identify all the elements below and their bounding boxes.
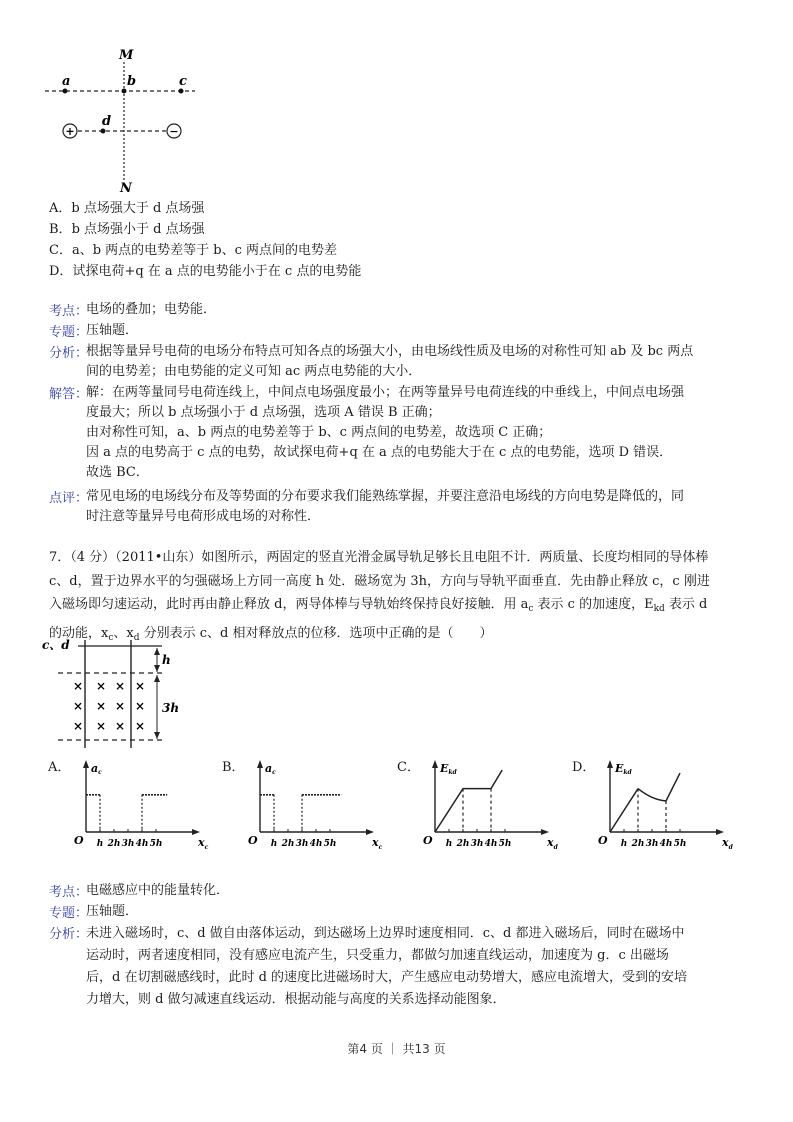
option-key: B． (222, 760, 245, 775)
option-text: a、b 两点的电势差等于 b、c 两点间的电势差 (71, 243, 338, 258)
zhuanti-text (86, 321, 746, 341)
question-line: 7．（4 分）（2011•山东）如图所示，两固定的竖直光滑金属导轨足够长且电阻不计．两质量、长度均相同的导体棒 (49, 550, 709, 565)
graph-curve (638, 789, 666, 801)
option-key: C． (397, 760, 420, 775)
option-d (49, 260, 361, 279)
page-footer: 第4 页 ｜ 共13 页 (347, 1042, 446, 1056)
graph-svg (68, 756, 218, 856)
fenxi-line: 未进入磁场时，c、d 做自由落体运动，到达磁场上边界时速度相同．c、d 都进入磁场后，同时在磁场中 (86, 926, 685, 941)
subscript: c (108, 632, 114, 643)
graph-curve (435, 770, 502, 832)
fenxi-line: 运动时，两者速度相同，没有感应电流产生，只受重力，都做匀加速直线运动，加速度为 g．c 出磁场 (86, 948, 669, 963)
y-axis-arrow-icon (83, 760, 89, 768)
label-b: b (127, 74, 137, 89)
field-cross-icon: × (96, 699, 107, 713)
dianping-label: 点评： (49, 491, 89, 506)
graph-option-c (397, 756, 567, 856)
x-tick-label: 4h (309, 839, 323, 849)
arrow-head (154, 648, 160, 655)
three-h-label: 3h (162, 701, 180, 715)
option-key: A． (48, 760, 71, 775)
x-tick-label: h (96, 839, 104, 849)
origin-label: O (248, 834, 258, 847)
fenxi-line: 后，d 在切割磁感线时，此时 d 的速度比进磁场时大，产生感应电动势增大，感应电流增大，受到的安培 (86, 970, 688, 985)
jieda-text (86, 383, 746, 483)
x-tick-label: 2h (631, 839, 645, 849)
field-cross-icon: × (73, 719, 84, 733)
x-tick-label: 3h (645, 839, 659, 849)
fenxi-text (86, 342, 746, 382)
x-tick-label: 4h (484, 839, 498, 849)
field-cross-icon: × (135, 719, 146, 733)
field-crosses (73, 679, 145, 733)
field-cross-icon: × (96, 679, 107, 693)
q7-kaodian-label: 考点： (49, 885, 89, 900)
x-tick-label: 3h (295, 839, 309, 849)
y-axis-subscript: kd (623, 769, 632, 776)
x-axis-arrow-icon (366, 829, 374, 835)
x-tick-label: 3h (121, 839, 135, 849)
field-cross-icon: × (73, 699, 84, 713)
jieda-line: 度最大；所以 b 点场强小于 d 点场强，选项 A 错误 B 正确； (86, 405, 441, 420)
graph-option-a (48, 756, 218, 856)
option-key: D． (49, 264, 73, 279)
graph-svg (417, 756, 567, 856)
origin-label: O (423, 834, 433, 847)
option-b (49, 218, 205, 237)
field-cross-icon: × (115, 719, 126, 733)
text-run: 表示 d (664, 597, 708, 612)
dianping-text (86, 487, 746, 527)
x-tick-label: 4h (135, 839, 149, 849)
y-axis-label: ac (91, 762, 102, 776)
text-run: 分别表示 c、d 相对释放点的位移．选项中正确的是（ ） (139, 625, 493, 641)
point-a (63, 89, 68, 94)
label-N: N (120, 181, 132, 196)
subscript: d (133, 632, 140, 643)
point-d (101, 129, 106, 134)
field-cross-icon: × (96, 719, 107, 733)
option-key: A． (49, 201, 72, 216)
dianping-line: 时注意等量异号电荷形成电场的对称性． (86, 509, 321, 524)
x-axis-subscript: d (553, 844, 558, 851)
text-run: 入磁场即匀速运动，此时再由静止释放 d，两导体棒与导轨始终保持良好接触．用 a (49, 597, 529, 612)
fenxi-line: 力增大，则 d 做匀减速直线运动．根据动能与高度的关系选择动能图象． (86, 992, 506, 1007)
zhuanti-line: 压轴题． (86, 323, 139, 338)
kaodian-label: 考点： (49, 304, 89, 319)
x-axis-label: $x_c$ (198, 836, 209, 851)
question-line (49, 593, 749, 622)
field-cross-icon: × (73, 679, 84, 693)
jieda-line: 由对称性可知，a、b 两点的电势差等于 b、c 两点间的电势差，故选项 C 正确； (86, 425, 552, 440)
question-line: c、d，置于边界水平的匀强磁场上方同一高度 h 处．磁场宽为 3h，方向与导轨平面垂直．先由静止释放 c，c 刚进 (49, 573, 710, 589)
x-tick-label: h (270, 839, 278, 849)
arrow-head (154, 675, 160, 682)
x-tick-label: 2h (107, 839, 121, 849)
origin-label: O (74, 834, 84, 847)
plus-sign: + (65, 125, 75, 138)
jieda-line: 因 a 点的电势高于 c 点的电势，故试探电荷+q 在 a 点的电势能大于在 c 点的电势能，选项 D 错误． (86, 445, 673, 460)
x-tick-label: 5h (323, 839, 337, 849)
zhuanti-line: 压轴题． (86, 904, 139, 919)
q7-fenxi-label: 分析： (49, 927, 89, 942)
graph-curve (610, 789, 638, 832)
label-M: M (119, 48, 134, 63)
x-axis-subscript: d (728, 844, 733, 851)
x-tick-label: h (445, 839, 453, 849)
y-axis-arrow-icon (607, 760, 613, 768)
q7-zhuanti-label: 专题： (49, 906, 89, 921)
field-cross-icon: × (135, 679, 146, 693)
point-b (122, 89, 127, 94)
kaodian-line: 电场的叠加；电势能． (86, 302, 217, 317)
field-cross-icon: × (115, 699, 126, 713)
fenxi-line: 间的电势差；由电势能的定义可知 ac 两点电势能的大小． (86, 364, 422, 379)
x-tick-label: 4h (659, 839, 673, 849)
y-axis-label: Ekd (440, 762, 457, 776)
q7-zhuanti-text (86, 902, 746, 922)
option-key: D． (572, 760, 596, 775)
kaodian-line: 电磁感应中的能量转化． (86, 883, 230, 898)
point-c (179, 89, 184, 94)
y-axis-label: ac (265, 762, 276, 776)
x-tick-label: 5h (149, 839, 163, 849)
option-text: b 点场强小于 d 点场强 (71, 222, 205, 237)
y-axis-subscript: c (98, 769, 102, 776)
x-axis-arrow-icon (192, 829, 200, 835)
field-cross-icon: × (115, 679, 126, 693)
graph-svg (242, 756, 392, 856)
subscript: kd (653, 604, 665, 614)
x-tick-label: 5h (498, 839, 512, 849)
x-tick-label: 3h (470, 839, 484, 849)
cd-label: c、d (42, 638, 70, 652)
x-axis-label: $x_d$ (547, 836, 558, 851)
subscript: c (528, 604, 534, 614)
text-run: 表示 c 的加速度，E (533, 597, 654, 612)
graph-option-d (572, 756, 742, 856)
fenxi-label: 分析： (49, 346, 89, 361)
dianping-line: 常见电场的电场线分布及等势面的分布要求我们能熟练掌握，并要注意沿电场线的方向电势是降低的，同 (86, 489, 685, 504)
text-run: 的动能，x (49, 625, 109, 641)
option-key: B． (49, 222, 72, 237)
x-axis-arrow-icon (541, 829, 549, 835)
option-text: b 点场强大于 d 点场强 (71, 201, 205, 216)
option-text: 试探电荷+q 在 a 点的电势能小于在 c 点的电势能 (72, 264, 362, 279)
y-axis-subscript: c (272, 769, 276, 776)
jieda-label: 解答： (49, 387, 89, 402)
origin-label: O (598, 834, 608, 847)
q7-fenxi-text (86, 923, 746, 1011)
graph-option-b (222, 756, 392, 856)
kaodian-text (86, 300, 746, 320)
x-tick-label: h (620, 839, 628, 849)
jieda-line: 解：在两等量同号电荷连线上，中间点电场强度最小；在两等量异号电荷连线的中垂线上，中间点电场强 (86, 385, 685, 400)
x-tick-label: 2h (281, 839, 295, 849)
x-tick-label: 5h (673, 839, 687, 849)
option-key: C． (49, 243, 72, 258)
zhuanti-label: 专题： (49, 325, 89, 340)
charge-field-figure (40, 40, 240, 200)
y-axis-arrow-icon (432, 760, 438, 768)
y-axis-arrow-icon (257, 760, 263, 768)
label-a: a (62, 74, 71, 89)
option-a (49, 197, 204, 216)
q7-kaodian-text (86, 881, 746, 901)
jieda-line: 故选 BC． (86, 465, 149, 480)
x-tick-label: 2h (456, 839, 470, 849)
x-axis-label: $x_d$ (722, 836, 733, 851)
x-axis-arrow-icon (716, 829, 724, 835)
field-cross-icon: × (135, 699, 146, 713)
y-axis-subscript: kd (448, 769, 457, 776)
rails-field-figure (40, 632, 200, 750)
label-c: c (179, 74, 187, 89)
minus-sign: − (169, 125, 179, 138)
label-d: d (102, 114, 112, 129)
x-axis-subscript: c (378, 844, 383, 851)
y-axis-label: Ekd (615, 762, 632, 776)
option-c (49, 239, 337, 258)
arrow-head (154, 665, 160, 672)
text-run: 、x (113, 625, 134, 641)
arrow-head (154, 732, 160, 739)
graph-curve (666, 773, 680, 801)
fenxi-line: 根据等量异号电荷的电场分布特点可知各点的场强大小，由电场线性质及电场的对称性可知 ab 及 bc 两点 (86, 344, 694, 359)
x-axis-label: $x_c$ (372, 836, 383, 851)
h-label: h (162, 653, 171, 667)
graph-svg (592, 756, 742, 856)
x-axis-subscript: c (204, 844, 209, 851)
